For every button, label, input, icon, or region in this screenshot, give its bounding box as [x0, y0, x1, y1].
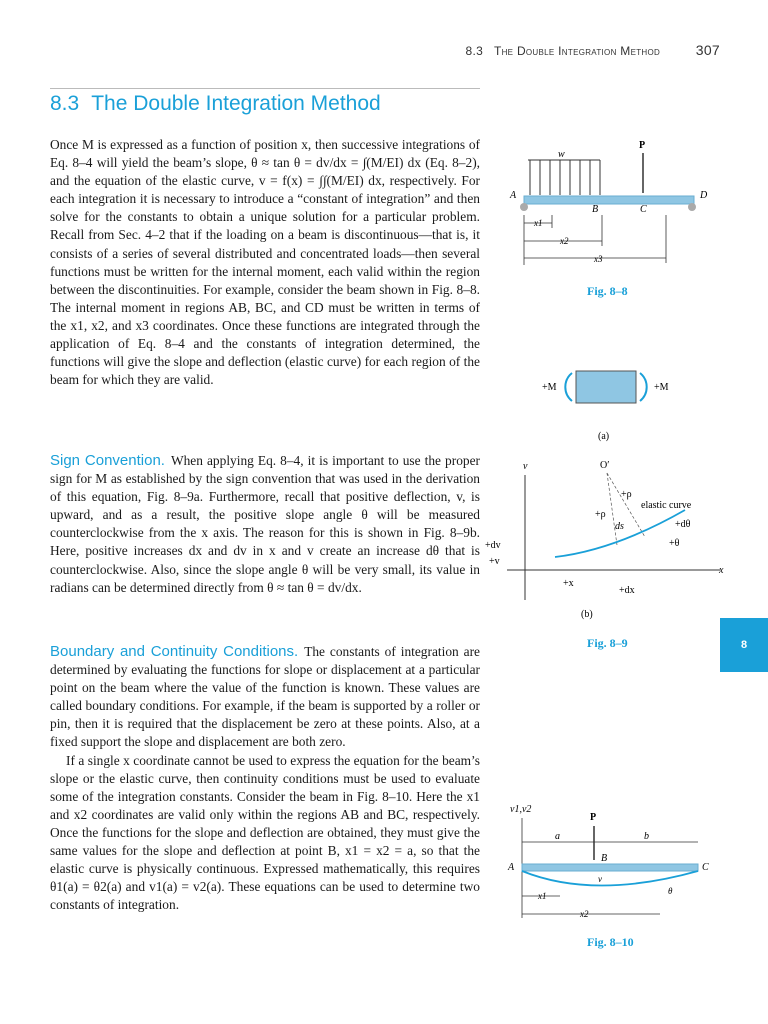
fig-8-9-caption: Fig. 8–9 — [587, 636, 628, 650]
heading-rule — [50, 88, 480, 89]
sign-text: When applying Eq. 8–4, it is important to use the proper sign for M as established by the sign convention that was used in the derivation of this equation, Fig. 8–9a. Furthermore, recall that positive deflection, v, is upward, and as a result, the positive slope angle θ will be measured counterclockwise from the x axis. The reason for this is shown in Fig. 8–9b. Here, positive increases dx and dv in x and v create an increase dθ that is counterclockwise. Also, since the slope angle θ will be very small, its value in radians can be determined directly from θ ≈ tan θ = dv/dx. — [50, 453, 480, 595]
fig-8-8-caption: Fig. 8–8 — [587, 284, 628, 298]
C-label: C — [702, 862, 709, 873]
figure-8-9a — [530, 365, 700, 445]
running-header — [465, 42, 720, 58]
A-label: A — [508, 862, 515, 873]
dtheta-label: +dθ — [675, 519, 691, 530]
x1-label: x1 — [538, 891, 547, 901]
section-heading — [50, 92, 381, 116]
beam-element — [576, 371, 636, 403]
B-label: B — [601, 853, 608, 864]
page-number: 307 — [695, 42, 720, 58]
figure-8-9b — [485, 455, 745, 625]
plus-M-right: +M — [654, 382, 669, 393]
label-b: (b) — [581, 609, 593, 620]
pin-support — [520, 203, 528, 211]
plus-x-label: +x — [563, 578, 574, 589]
moment-arrow-left — [565, 373, 572, 401]
figure-8-8 — [500, 135, 730, 275]
rho-label-2: +ρ — [595, 509, 606, 520]
plus-v-label: +v — [489, 556, 500, 567]
label-a: (a) — [598, 431, 610, 442]
header-section: 8.3 — [465, 44, 484, 58]
x2-label: x2 — [580, 909, 589, 919]
C-label: C — [640, 204, 647, 215]
roller-support — [688, 203, 696, 211]
theta-label: θ — [668, 886, 673, 896]
A-label: A — [510, 190, 517, 201]
w-label: w — [558, 149, 565, 160]
distributed-load-arrows — [530, 160, 600, 195]
rho-label-1: +ρ — [621, 489, 632, 500]
fig-8-10-caption: Fig. 8–10 — [587, 935, 634, 949]
dx-label: +dx — [619, 585, 635, 596]
x-axis-label: x — [719, 565, 724, 576]
D-label: D — [700, 190, 708, 201]
radius-1 — [607, 473, 617, 545]
theta-label: +θ — [669, 538, 680, 549]
paragraph-text: Once M is expressed as a function of position x, then successive integrations of Eq. 8–4 will yield the beam’s slope, θ ≈ tan θ = dv/dx = ∫(M/EI) dx (Eq. 8–2), and the equation of the elastic curve, v = f(x) = ∫∫(M/EI) dx, respectively. For each integration it is necessary to introduce a “constant of integration” and then solve for the constants to obtain a unique solution for a particular problem. Recall from Sec. 4–2 that if the loading on a beam is discontinuous—that is, it consists of a series of several distributed and concentrated loads—then several functions must be written for the internal moment, each valid within the region between the discontinuities. For example, consider the beam shown in Fig. 8–8. The internal moment in regions AB, BC, and CD must be written in terms of the x1, x2, and x3 coordinates. Once these functions are integrated through the application of Eq. 8–4 and the constants of integration determined, the functions will give the slope and deflection (elastic curve) for each region of the beam for which they are valid. — [50, 137, 480, 388]
dv-label: +dv — [485, 540, 501, 551]
beam — [524, 196, 694, 204]
figure-8-10 — [500, 800, 720, 925]
elastic-curve-label: elastic curve — [641, 500, 692, 511]
subheading-boundary: Boundary and Continuity Conditions. — [50, 643, 299, 660]
beam — [522, 864, 698, 871]
B-label: B — [592, 204, 599, 215]
radius-2 — [607, 473, 645, 537]
sign-convention-paragraph — [50, 452, 480, 597]
header-title: The Double Integration Method — [493, 44, 661, 58]
O-prime-label: O′ — [600, 460, 610, 471]
a-label: a — [555, 831, 560, 842]
subheading-sign: Sign Convention. — [50, 452, 165, 469]
moment-arrow-right — [640, 373, 647, 401]
x3-label: x3 — [594, 254, 603, 264]
P-label: P — [590, 812, 597, 823]
continuity-text: If a single x coordinate cannot be used to express the equation for the beam’s slope or the elastic curve, then continuity conditions must be used to evaluate some of the integration constants. Consider the beam in Fig. 8–10. Here the x1 and x2 coordinates are valid only within the regions AB and BC, respectively. Once the functions for the slope and deflection are obtained, they must give the same values for the slope and deflection at point B, x1 = x2 = a, so that the elastic curve is physically continuous. Expressed mathematically, this requires θ1(a) = θ2(a) and v1(a) = v2(a). These equations can be used to determine two constants of integration. — [50, 752, 480, 913]
elastic-curve — [555, 510, 685, 557]
section-title: The Double Integration Method — [91, 92, 381, 115]
body-paragraph-1 — [50, 136, 480, 389]
boundary-text: The constants of integration are determined by evaluating the functions for slope or displacement at a particular point on the beam where the value of the function is known. These values are called boundary conditions. For example, if the beam is supported by a roller or pin, then it is required that the displacement be zero at these points. Also, at a fixed support the slope and displacement are both zero. — [50, 644, 480, 750]
elastic-curve — [522, 871, 698, 886]
chapter-tab: 8 — [720, 618, 768, 672]
v1v2-label: v1,v2 — [510, 804, 532, 815]
x1-label: x1 — [534, 218, 543, 228]
section-number: 8.3 — [50, 92, 80, 115]
plus-M-left: +M — [542, 382, 557, 393]
ds-label: ds — [615, 521, 624, 532]
v-label: v — [598, 874, 602, 884]
x2-label: x2 — [560, 236, 569, 246]
P-label: P — [639, 140, 646, 151]
b-label: b — [644, 831, 649, 842]
v-axis-label: v — [523, 461, 528, 472]
boundary-paragraph — [50, 643, 480, 914]
